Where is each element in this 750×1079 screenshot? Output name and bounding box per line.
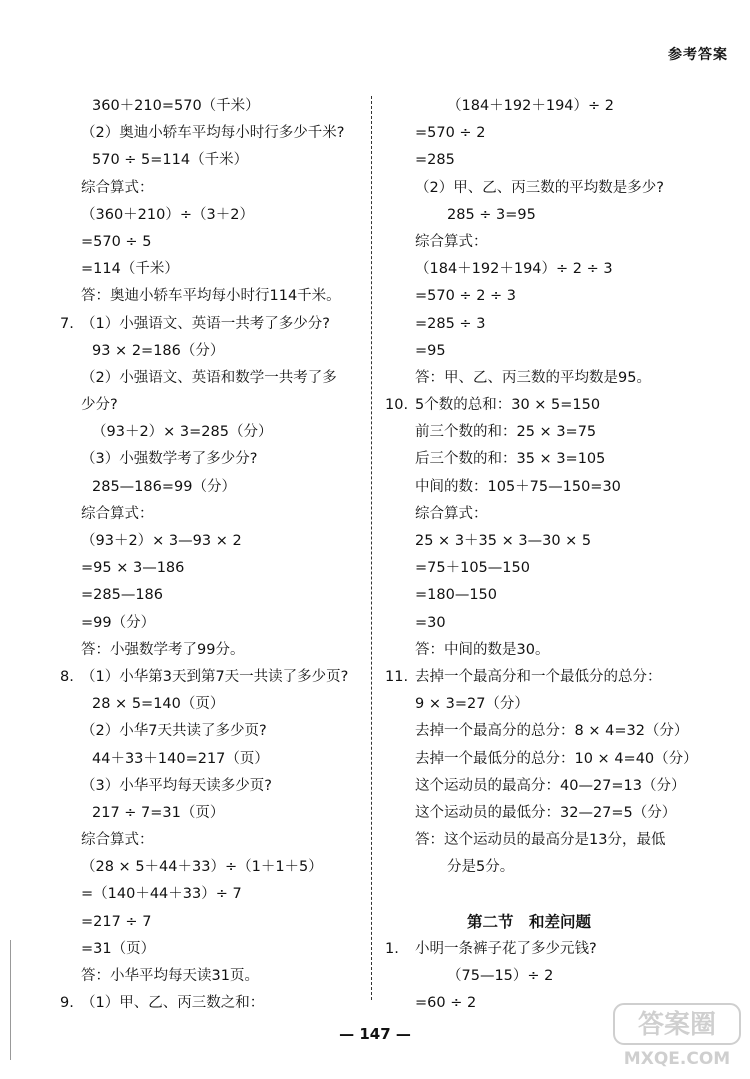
question-number: 1. <box>385 940 399 957</box>
right-line <box>385 446 725 473</box>
answer-text: =95 <box>415 342 446 359</box>
answer-text: （93＋2）× 3=285（分） <box>92 424 273 441</box>
answer-text: 去掉一个最高分和一个最低分的总分： <box>415 668 662 685</box>
section-title: 第二节 和差问题 <box>467 912 592 931</box>
right-line <box>385 175 725 202</box>
right-line <box>385 501 725 528</box>
answer-text: 93 × 2=186（分） <box>92 342 225 359</box>
left-line <box>60 881 400 908</box>
right-line <box>385 528 725 555</box>
answer-text: （3）小华平均每天读多少页? <box>81 777 272 794</box>
answer-text: （1）小强语文、英语一共考了多少分? <box>81 315 330 332</box>
right-line <box>385 338 725 365</box>
right-line <box>385 746 725 773</box>
answer-text: （184＋192＋194）÷ 2 ÷ 3 <box>415 261 613 278</box>
right-line <box>385 256 725 283</box>
answer-text: 285—186=99（分） <box>92 478 236 495</box>
left-line <box>60 664 400 691</box>
right-line <box>385 610 725 637</box>
left-line <box>60 963 400 990</box>
right-line <box>385 854 725 881</box>
answer-text: =60 ÷ 2 <box>415 995 477 1012</box>
answer-text: （2）奥迪小轿车平均每小时行多少千米? <box>81 125 345 142</box>
left-line <box>60 93 400 120</box>
page-number: — 147 — <box>339 1025 411 1043</box>
left-line <box>60 555 400 582</box>
answer-text: =285—186 <box>81 587 164 604</box>
right-line <box>385 365 725 392</box>
question-number: 10. <box>385 397 409 414</box>
watermark-text-en: MXQE.COM <box>623 1049 731 1069</box>
right-line <box>385 120 725 147</box>
answer-text: （2）小强语文、英语和数学一共考了多 <box>81 369 337 386</box>
answer-text: （1）小华第3天到第7天一共读了多少页? <box>81 668 349 685</box>
right-line <box>385 637 725 664</box>
right-line <box>385 773 725 800</box>
answer-text: 综合算式： <box>415 505 488 522</box>
answer-text: 答：小强数学考了99分。 <box>81 641 245 658</box>
left-line <box>60 120 400 147</box>
left-line <box>60 610 400 637</box>
answer-text: 中间的数：105＋75—150=30 <box>415 478 621 495</box>
left-line <box>60 909 400 936</box>
watermark-text-cn: 答案圈 <box>637 1010 717 1040</box>
right-line <box>385 718 725 745</box>
right-line <box>385 800 725 827</box>
question-number: 7. <box>60 315 74 332</box>
left-line <box>60 229 400 256</box>
right-line <box>385 419 725 446</box>
right-line <box>385 93 725 120</box>
answer-text: =217 ÷ 7 <box>81 913 152 930</box>
left-line <box>60 256 400 283</box>
left-line <box>60 691 400 718</box>
left-line <box>60 147 400 174</box>
answer-text: =95 × 3—186 <box>81 560 185 577</box>
right-line <box>385 827 725 854</box>
answer-text: 360＋210=570（千米） <box>92 98 260 114</box>
answer-text: =570 ÷ 5 <box>81 233 152 250</box>
answer-text: （28 × 5＋44＋33）÷（1＋1＋5） <box>81 859 323 876</box>
answer-text: =570 ÷ 2 ÷ 3 <box>415 288 517 305</box>
answer-text: 答：中间的数是30。 <box>415 641 550 658</box>
right-line <box>385 691 725 718</box>
right-line <box>385 311 725 338</box>
left-line <box>60 311 400 338</box>
answer-text: 这个运动员的最低分：32—27=5（分） <box>415 804 677 821</box>
left-line <box>60 446 400 473</box>
answer-text: 去掉一个最低分的总分：10 × 4=40（分） <box>415 750 698 767</box>
right-line <box>385 582 725 609</box>
answer-text: 少分? <box>81 397 118 414</box>
answer-text: 去掉一个最高分的总分：8 × 4=32（分） <box>415 723 689 740</box>
right-line <box>385 936 725 963</box>
answer-text: 285 ÷ 3=95 <box>447 206 536 223</box>
answer-text: 分是5分。 <box>447 859 515 876</box>
left-line <box>60 800 400 827</box>
answer-text: =99（分） <box>81 614 156 631</box>
answer-text: 答：这个运动员的最高分是13分，最低 <box>415 832 666 849</box>
left-line <box>60 582 400 609</box>
answer-text: （184＋192＋194）÷ 2 <box>447 98 615 114</box>
left-line <box>60 854 400 881</box>
left-line <box>60 746 400 773</box>
answer-text: =30 <box>415 614 446 631</box>
answer-text: 9 × 3=27（分） <box>415 696 529 713</box>
answer-text: （75—15）÷ 2 <box>447 968 554 984</box>
left-line <box>60 338 400 365</box>
answer-text: 后三个数的和：35 × 3=105 <box>415 451 606 468</box>
right-line <box>385 283 725 310</box>
left-line <box>60 827 400 854</box>
left-line <box>60 773 400 800</box>
left-line <box>60 718 400 745</box>
answer-text: 25 × 3＋35 × 3—30 × 5 <box>415 533 592 549</box>
answer-text: =75＋105—150 <box>415 560 530 577</box>
right-line <box>385 474 725 501</box>
right-line <box>385 229 725 256</box>
answer-text: 28 × 5=140（页） <box>92 696 225 713</box>
answer-text: 综合算式： <box>81 505 154 522</box>
left-line <box>60 528 400 555</box>
question-number: 11. <box>385 668 409 685</box>
page-header: 参考答案 <box>668 47 728 63</box>
left-line <box>60 419 400 446</box>
answer-text: （93＋2）× 3—93 × 2 <box>81 533 242 549</box>
right-line <box>385 202 725 229</box>
answer-text: 217 ÷ 7=31（页） <box>92 804 225 821</box>
answer-text: 小明一条裤子花了多少元钱? <box>415 940 597 957</box>
answer-text: =570 ÷ 2 <box>415 125 486 142</box>
answer-text: 前三个数的和：25 × 3=75 <box>415 424 597 441</box>
left-line <box>60 202 400 229</box>
answer-text: =31（页） <box>81 940 156 957</box>
left-line <box>60 392 400 419</box>
answer-text: =285 ÷ 3 <box>415 315 486 332</box>
answer-text: 答：奥迪小轿车平均每小时行114千米。 <box>81 288 341 305</box>
answer-text: 答：甲、乙、丙三数的平均数是95。 <box>415 369 651 386</box>
answer-text: （2）甲、乙、丙三数的平均数是多少? <box>415 179 664 196</box>
left-line <box>60 501 400 528</box>
question-number: 9. <box>60 995 74 1012</box>
answer-text: =180—150 <box>415 587 498 604</box>
right-line <box>385 392 725 419</box>
left-line <box>60 283 400 310</box>
answer-text: =285 <box>415 152 455 169</box>
question-number: 8. <box>60 668 74 685</box>
right-line <box>385 909 725 936</box>
answer-text: 综合算式： <box>81 179 154 196</box>
answer-text: （360＋210）÷（3＋2） <box>81 206 254 223</box>
answer-text: 这个运动员的最高分：40—27=13（分） <box>415 777 686 794</box>
right-line <box>385 664 725 691</box>
answer-text: 答：小华平均每天读31页。 <box>81 968 259 984</box>
left-line <box>60 936 400 963</box>
watermark-logo <box>612 1000 742 1072</box>
answer-text: （2）小华7天共读了多少页? <box>81 723 267 740</box>
answer-text: 44＋33＋140=217（页） <box>92 750 269 767</box>
left-line <box>60 175 400 202</box>
answer-text: （3）小强数学考了多少分? <box>81 451 258 468</box>
left-line <box>60 637 400 664</box>
answer-text: =114（千米） <box>81 261 179 278</box>
left-line <box>60 990 400 1017</box>
answer-text: 综合算式： <box>415 233 488 250</box>
answer-text: （1）甲、乙、丙三数之和： <box>81 995 265 1012</box>
left-line <box>60 365 400 392</box>
answer-text: 综合算式： <box>81 832 154 849</box>
right-line <box>385 963 725 990</box>
right-line <box>385 147 725 174</box>
answer-text: =（140＋44＋33）÷ 7 <box>81 886 242 903</box>
answer-text: 570 ÷ 5=114（千米） <box>92 152 249 169</box>
left-line <box>60 474 400 501</box>
right-line <box>385 555 725 582</box>
right-column <box>385 93 725 1017</box>
left-column <box>60 93 400 1017</box>
right-line <box>385 881 725 908</box>
answer-text: 5个数的总和：30 × 5=150 <box>415 397 601 414</box>
